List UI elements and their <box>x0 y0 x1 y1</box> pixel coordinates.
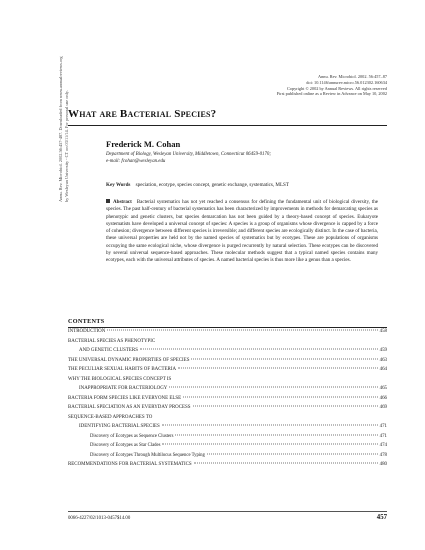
keywords-list: speciation, ecotype, species concept, genetic exchange, systematics, MLST <box>135 182 289 188</box>
side-note-line-2: by Wesleyan University - CT on 03/11/14. For personal use only. <box>63 90 69 202</box>
toc-entry[interactable] <box>68 339 387 349</box>
author-email: e-mail: fcohan@wesleyan.edu <box>106 158 166 164</box>
toc-entry-page: 469 <box>379 405 387 410</box>
toc-entry-label: IDENTIFYING BACTERIAL SPECIES <box>79 424 160 429</box>
author-name: Frederick M. Cohan <box>106 139 181 149</box>
toc-entry-label: WHY THE BIOLOGICAL SPECIES CONCEPT IS <box>68 376 172 382</box>
toc-leader-dots <box>191 358 377 359</box>
toc-entry[interactable] <box>68 434 387 444</box>
toc-entry[interactable] <box>68 462 387 472</box>
toc-entry-label: Discovery of Ecotypes Through Multilocus Sequence Typing <box>90 452 205 458</box>
toc-entry-label: BACTERIAL SPECIATION AS AN EVERYDAY PROCESS <box>68 405 191 410</box>
journal-meta <box>217 74 387 97</box>
toc-entry-label: Discovery of Ecotypes as Star Clades <box>90 443 161 448</box>
toc-leader-dots <box>193 406 378 407</box>
toc-entry-label: BACTERIA FORM SPECIES LIKE EVERYONE ELSE <box>68 395 182 401</box>
toc-leader-dots <box>194 463 378 464</box>
keywords-label: Key Words <box>106 182 131 188</box>
toc-leader-dots <box>169 387 377 388</box>
toc-entry-label: Discovery of Ecotypes as Sequence Clusters <box>90 433 174 439</box>
toc-entry-label: RECOMMENDATIONS FOR BACTERIAL SYSTEMATICS <box>68 462 192 467</box>
keywords-block <box>106 182 376 189</box>
article-title: What are Bacterial Species? <box>68 108 217 120</box>
toc-entry-page: 458 <box>379 329 387 334</box>
toc-entry[interactable] <box>68 358 387 368</box>
title-divider <box>68 125 387 126</box>
published-online-line: First published online as a Review in Advance on May 10, 2002 <box>276 91 387 97</box>
toc-entry[interactable] <box>68 424 387 434</box>
toc-entry-page: 463 <box>379 357 387 363</box>
abstract-block <box>106 199 378 265</box>
toc-leader-dots <box>162 425 378 426</box>
toc-leader-dots <box>162 444 377 445</box>
toc-entry-label: AND GENETIC CLUSTERS <box>79 348 138 353</box>
copyright-line: Copyright © 2002 by Annual Reviews. All rights reserved <box>286 85 387 91</box>
footer-divider <box>68 511 387 512</box>
toc-entry[interactable] <box>68 386 387 396</box>
toc-entry[interactable] <box>68 396 387 406</box>
affiliation-line: Department of Biology, Wesleyan University, Middletown, Connecticut 06459-0170; <box>106 152 271 157</box>
toc-entry-label: INTRODUCTION <box>68 329 106 334</box>
toc-entry-label: BACTERIAL SPECIES AS PHENOTYPIC <box>68 338 156 344</box>
table-of-contents <box>68 329 387 472</box>
toc-entry-page: 471 <box>379 433 387 439</box>
toc-entry[interactable] <box>68 415 387 425</box>
toc-entry-page: 480 <box>379 462 387 467</box>
abstract-square-icon <box>106 199 110 203</box>
toc-entry[interactable] <box>68 443 387 453</box>
author-affiliation <box>106 152 366 165</box>
contents-divider <box>68 327 387 328</box>
toc-leader-dots <box>178 368 378 369</box>
toc-entry-label: INAPPROPRIATE FOR BACTERIOLOGY <box>79 386 168 391</box>
abstract-text: Bacterial systematics has not yet reached a consensus for defining the fundamental unit of biological diversity, the species. The past half-century of bacterial systematics has been characterized by improvements in methods for demarcating species as phenotypic and genetic clusters, but species demarcation has not been guided by a theory-based concept of species. Eukaryote systematists have developed a universal concept of species: A species is a group of organisms whose divergence is capped by a force of cohesion; divergence between different species is irreversible; and different species are ecologically distinct. In the case of bacteria, these universal properties are held not by the named species of systematics but by ecotypes. These are populations of organisms occupying the same ecological niche, whose divergence is purged recurrently by natural selection. These ecotypes can be discovered by several universal sequence-based approaches. These molecular methods suggest that a typical named species contains many ecotypes, each with the universal attributes of species. A named bacterial species is thus more like a genus than a species. <box>106 199 378 264</box>
toc-entry[interactable] <box>68 367 387 377</box>
page-number: 457 <box>376 514 387 521</box>
download-side-note <box>58 56 69 202</box>
toc-entry-page: 474 <box>379 443 387 448</box>
toc-entry-page: 465 <box>379 386 387 391</box>
toc-leader-dots <box>175 434 377 435</box>
toc-entry-page: 466 <box>379 395 387 401</box>
abstract-label: Abstract <box>113 199 132 205</box>
journal-citation: Annu. Rev. Microbiol. 2002. 56:457–87 <box>318 74 387 79</box>
toc-entry[interactable] <box>68 348 387 358</box>
toc-entry-label: THE UNIVERSAL DYNAMIC PROPERTIES OF SPECIES <box>68 357 190 363</box>
toc-entry[interactable] <box>68 453 387 463</box>
toc-entry[interactable] <box>68 329 387 339</box>
contents-heading: CONTENTS <box>68 318 105 325</box>
doi-line: doi: 10.1146/annurev.micro.56.012302.160634 <box>306 79 387 85</box>
toc-entry[interactable] <box>68 405 387 415</box>
toc-entry-page: 464 <box>379 367 387 372</box>
side-note-line-1: Annu. Rev. Microbiol. 2002.56:457-487. Downloaded from www.annualreviews.org <box>58 56 63 202</box>
issn-line: 0066-4227/02/1013-0457$14.00 <box>68 516 131 521</box>
toc-entry-label: SEQUENCE-BASED APPROACHES TO <box>68 414 153 420</box>
toc-entry[interactable] <box>68 377 387 387</box>
toc-entry-page: 478 <box>379 452 387 458</box>
toc-leader-dots <box>183 396 377 397</box>
toc-entry-page: 471 <box>379 424 387 429</box>
toc-leader-dots <box>207 453 378 454</box>
toc-leader-dots <box>107 330 377 331</box>
toc-leader-dots <box>140 349 378 350</box>
toc-entry-page: 459 <box>379 348 387 353</box>
toc-entry-label: THE PECULIAR SEXUAL HABITS OF BACTERIA <box>68 367 177 372</box>
